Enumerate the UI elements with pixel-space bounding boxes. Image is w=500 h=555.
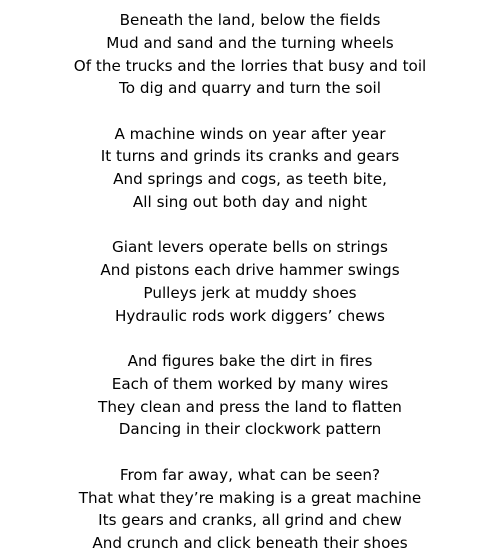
poem-text	[0, 9, 500, 555]
stanza	[0, 9, 500, 100]
stanza	[0, 123, 500, 214]
poem-line: All sing out both day and night	[132, 193, 368, 212]
poem-line: And crunch and click beneath their shoes	[92, 534, 408, 553]
poem-line: Dancing in their clockwork pattern	[118, 420, 382, 439]
poem-line: They clean and press the land to flatten	[98, 397, 402, 416]
stanza	[0, 350, 500, 441]
poem-line: A machine winds on year after year	[114, 124, 386, 143]
poem-line: Its gears and cranks, all grind and chew	[98, 511, 402, 530]
poem-line: Mud and sand and the turning wheels	[106, 33, 394, 52]
poem-line: From far away, what can be seen?	[119, 465, 381, 484]
stanza	[0, 236, 500, 327]
poem-line: Each of them worked by many wires	[111, 374, 389, 393]
poem-line: That what they’re making is a great machine	[78, 488, 422, 507]
poem-line: To dig and quarry and turn the soil	[119, 79, 381, 98]
poem-line: Giant levers operate bells on strings	[112, 238, 388, 257]
poem-line: And springs and cogs, as teeth bite,	[113, 170, 387, 189]
poem-line: Of the trucks and the lorries that busy and toil	[73, 56, 427, 75]
poem-line: It turns and grinds its cranks and gears	[100, 147, 400, 166]
poem-line: Beneath the land, below the fields	[119, 11, 381, 29]
poem-line: Pulleys jerk at muddy shoes	[143, 283, 357, 302]
poem-line: And pistons each drive hammer swings	[100, 261, 400, 280]
poem-line: And figures bake the dirt in fires	[127, 352, 373, 371]
stanza	[0, 464, 500, 555]
poem-line: Hydraulic rods work diggers’ chews	[115, 306, 385, 325]
